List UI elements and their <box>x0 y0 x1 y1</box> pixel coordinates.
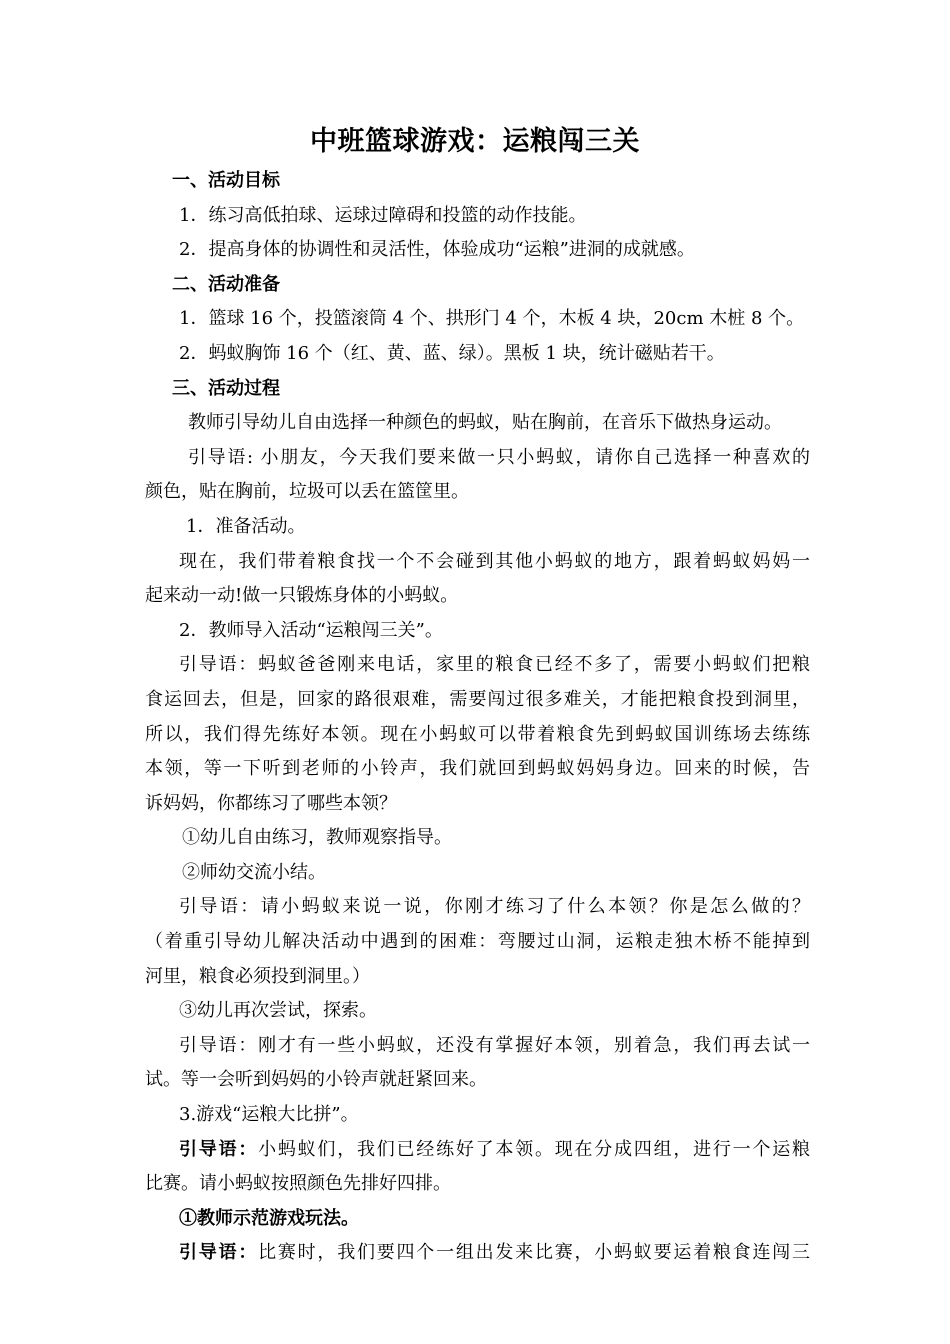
document-body <box>145 164 810 1271</box>
section-heading-goals: 一、活动目标 <box>172 170 280 191</box>
guide-text: 比赛时，我们要四个一组出发来比赛，小蚂蚁要运着粮食连闯三 <box>258 1242 811 1264</box>
paragraph-line: 起来动一动!做一只锻炼身体的小蚂蚁。 <box>145 585 459 607</box>
paragraph-line: 颜色，贴在胸前，垃圾可以丢在篮筐里。 <box>145 481 469 503</box>
paragraph-line: 引导语：请小蚂蚁来说一说，你刚才练习了什么本领？你是怎么做的？ <box>179 896 810 918</box>
preparation-item: 2．蚂蚁胸饰 16 个（红、黄、蓝、绿）。黑板 1 块，统计磁贴若干。 <box>179 342 725 364</box>
paragraph-line <box>145 1133 810 1168</box>
goal-item: 2．提高身体的协调性和灵活性，体验成功“运粮”进洞的成就感。 <box>179 239 695 261</box>
paragraph-line <box>145 1236 810 1271</box>
paragraph-line: 现在，我们带着粮食找一个不会碰到其他小蚂蚁的地方，跟着蚂蚁妈妈一 <box>179 550 810 572</box>
section-heading-preparation: 二、活动准备 <box>172 273 280 295</box>
goal-item: 1．练习高低拍球、运球过障碍和投篮的动作技能。 <box>179 204 587 226</box>
paragraph-line: 试。等一会听到妈妈的小铃声就赶紧回来。 <box>145 1069 487 1091</box>
paragraph-line: 河里，粮食必须投到洞里。） <box>145 965 370 987</box>
step-heading: 1．准备活动。 <box>186 515 306 537</box>
sub-step: ①幼儿自由练习，教师观察指导。 <box>182 827 452 849</box>
step-heading: 3.游戏“运粮大比拼”。 <box>179 1104 359 1126</box>
paragraph-line: 比赛。请小蚂蚁按照颜色先排好四排。 <box>145 1173 451 1195</box>
paragraph-line: 所以，我们得先练好本领。现在小蚂蚁可以带着粮食先到蚂蚁国训练场去练练 <box>145 723 810 745</box>
paragraph-line: 引导语：刚才有一些小蚂蚁，还没有掌握好本领，别着急，我们再去试一 <box>179 1034 810 1056</box>
sub-step: ②师幼交流小结。 <box>182 861 326 883</box>
paragraph-line: （着重引导幼儿解决活动中遇到的困难：弯腰过山洞，运粮走独木桥不能掉到 <box>145 931 810 953</box>
paragraph-line: 食运回去，但是，回家的路很艰难，需要闯过很多难关，才能把粮食投到洞里， <box>145 688 810 710</box>
paragraph-line: 引导语: 小朋友，今天我们要来做一只小蚂蚁，请你自己选择一种喜欢的 <box>188 446 810 468</box>
guide-label: 引导语： <box>179 1242 259 1264</box>
paragraph-line: 引导语：蚂蚁爸爸刚来电话，家里的粮食已经不多了，需要小蚂蚁们把粮 <box>179 654 810 676</box>
page-title: 中班篮球游戏：运粮闯三关 <box>310 126 640 157</box>
step-heading: 2．教师导入活动“运粮闯三关”。 <box>179 619 443 641</box>
guide-label: 引导语： <box>179 1138 259 1160</box>
preparation-item: 1．篮球 16 个，投篮滚筒 4 个、拱形门 4 个，木板 4 块，20cm 木桩 8 个。 <box>179 308 805 330</box>
sub-step: ①教师示范游戏玩法。 <box>179 1207 359 1229</box>
guide-text: 小蚂蚁们，我们已经练好了本领。现在分成四组，进行一个运粮 <box>258 1138 811 1160</box>
sub-step: ③幼儿再次尝试，探索。 <box>179 1000 377 1022</box>
paragraph-line: 教师引导幼儿自由选择一种颜色的蚂蚁，贴在胸前，在音乐下做热身运动。 <box>188 412 782 434</box>
section-heading-process: 三、活动过程 <box>172 377 280 399</box>
paragraph-line: 本领，等一下听到老师的小铃声，我们就回到蚂蚁妈妈身边。回来的时候，告 <box>145 758 810 780</box>
paragraph-line: 诉妈妈，你都练习了哪些本领？ <box>145 792 397 814</box>
